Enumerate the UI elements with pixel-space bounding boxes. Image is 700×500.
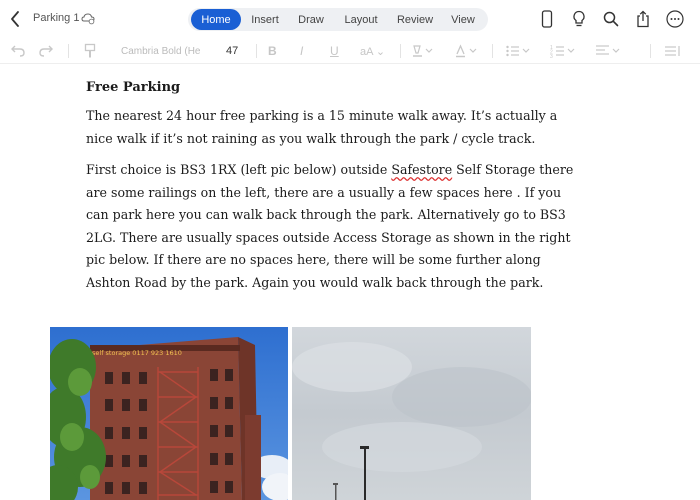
redo-icon[interactable] bbox=[38, 42, 54, 60]
misspelled-word[interactable]: Safestore bbox=[391, 162, 453, 177]
tab-home[interactable]: Home bbox=[191, 9, 241, 30]
paragraph-2 bbox=[86, 159, 586, 294]
photo-street-lamp[interactable] bbox=[292, 327, 531, 500]
storage-sign: self storage 0117 923 1610 bbox=[92, 349, 182, 357]
numbering-icon[interactable] bbox=[550, 42, 576, 60]
cloud-sync-icon[interactable] bbox=[81, 11, 95, 25]
ribbon-options-icon[interactable] bbox=[664, 42, 682, 60]
font-name-field[interactable]: Cambria Bold (He bbox=[121, 45, 201, 57]
italic-icon[interactable]: I bbox=[300, 44, 304, 58]
bold-icon[interactable]: B bbox=[268, 44, 277, 58]
font-color-icon[interactable] bbox=[455, 42, 479, 60]
more-icon[interactable] bbox=[664, 8, 686, 30]
document-title[interactable]: Parking 1 bbox=[33, 12, 80, 24]
tab-layout[interactable]: Layout bbox=[344, 13, 378, 26]
alignment-icon[interactable] bbox=[595, 42, 621, 60]
format-painter-icon[interactable] bbox=[84, 42, 96, 60]
ribbon-tabs bbox=[188, 8, 488, 31]
lightbulb-icon[interactable] bbox=[568, 8, 590, 30]
paragraph-2-part-a: First choice is BS3 1RX (left pic below) outside bbox=[86, 162, 392, 177]
search-icon[interactable] bbox=[600, 8, 622, 30]
underline-icon[interactable]: U bbox=[330, 44, 339, 58]
svg-text:3: 3 bbox=[550, 54, 553, 58]
tab-insert[interactable]: Insert bbox=[251, 13, 279, 26]
highlight-icon[interactable] bbox=[412, 42, 434, 60]
tab-draw[interactable]: Draw bbox=[298, 13, 324, 26]
svg-text:1: 1 bbox=[550, 45, 553, 51]
font-size-field[interactable]: 47 bbox=[226, 45, 239, 57]
photo-storage-building[interactable] bbox=[50, 327, 288, 500]
svg-text:2: 2 bbox=[550, 49, 553, 56]
paragraph-2-part-b: Self Storage there are some railings on the left, there are a usually a few spaces here . If you can park here you can walk back through the park. Alternatively go to BS3 2LG. There are usually spaces outside Access Storage as shown in the right pic below. If there are no spaces here, there will be some further along Ashton Road by the park. Again you would walk back through the park. bbox=[86, 162, 574, 290]
ribbon-toolbar bbox=[0, 38, 700, 64]
back-chevron-icon[interactable] bbox=[6, 8, 24, 30]
top-bar bbox=[0, 0, 700, 38]
bullets-icon[interactable] bbox=[505, 42, 531, 60]
device-icon[interactable] bbox=[536, 8, 558, 30]
font-size-change-icon[interactable]: aA ⌄ bbox=[360, 45, 386, 58]
tab-view[interactable]: View bbox=[451, 13, 475, 26]
heading-free-parking: Free Parking bbox=[86, 80, 181, 95]
tab-review[interactable]: Review bbox=[396, 13, 434, 26]
document-body[interactable] bbox=[86, 80, 586, 303]
undo-icon[interactable] bbox=[10, 42, 26, 60]
paragraph-1: The nearest 24 hour free parking is a 15 minute walk away. It’s actually a nice walk if it’s not raining as you walk through the park / cycle track. bbox=[86, 108, 558, 146]
share-icon[interactable] bbox=[632, 8, 654, 30]
